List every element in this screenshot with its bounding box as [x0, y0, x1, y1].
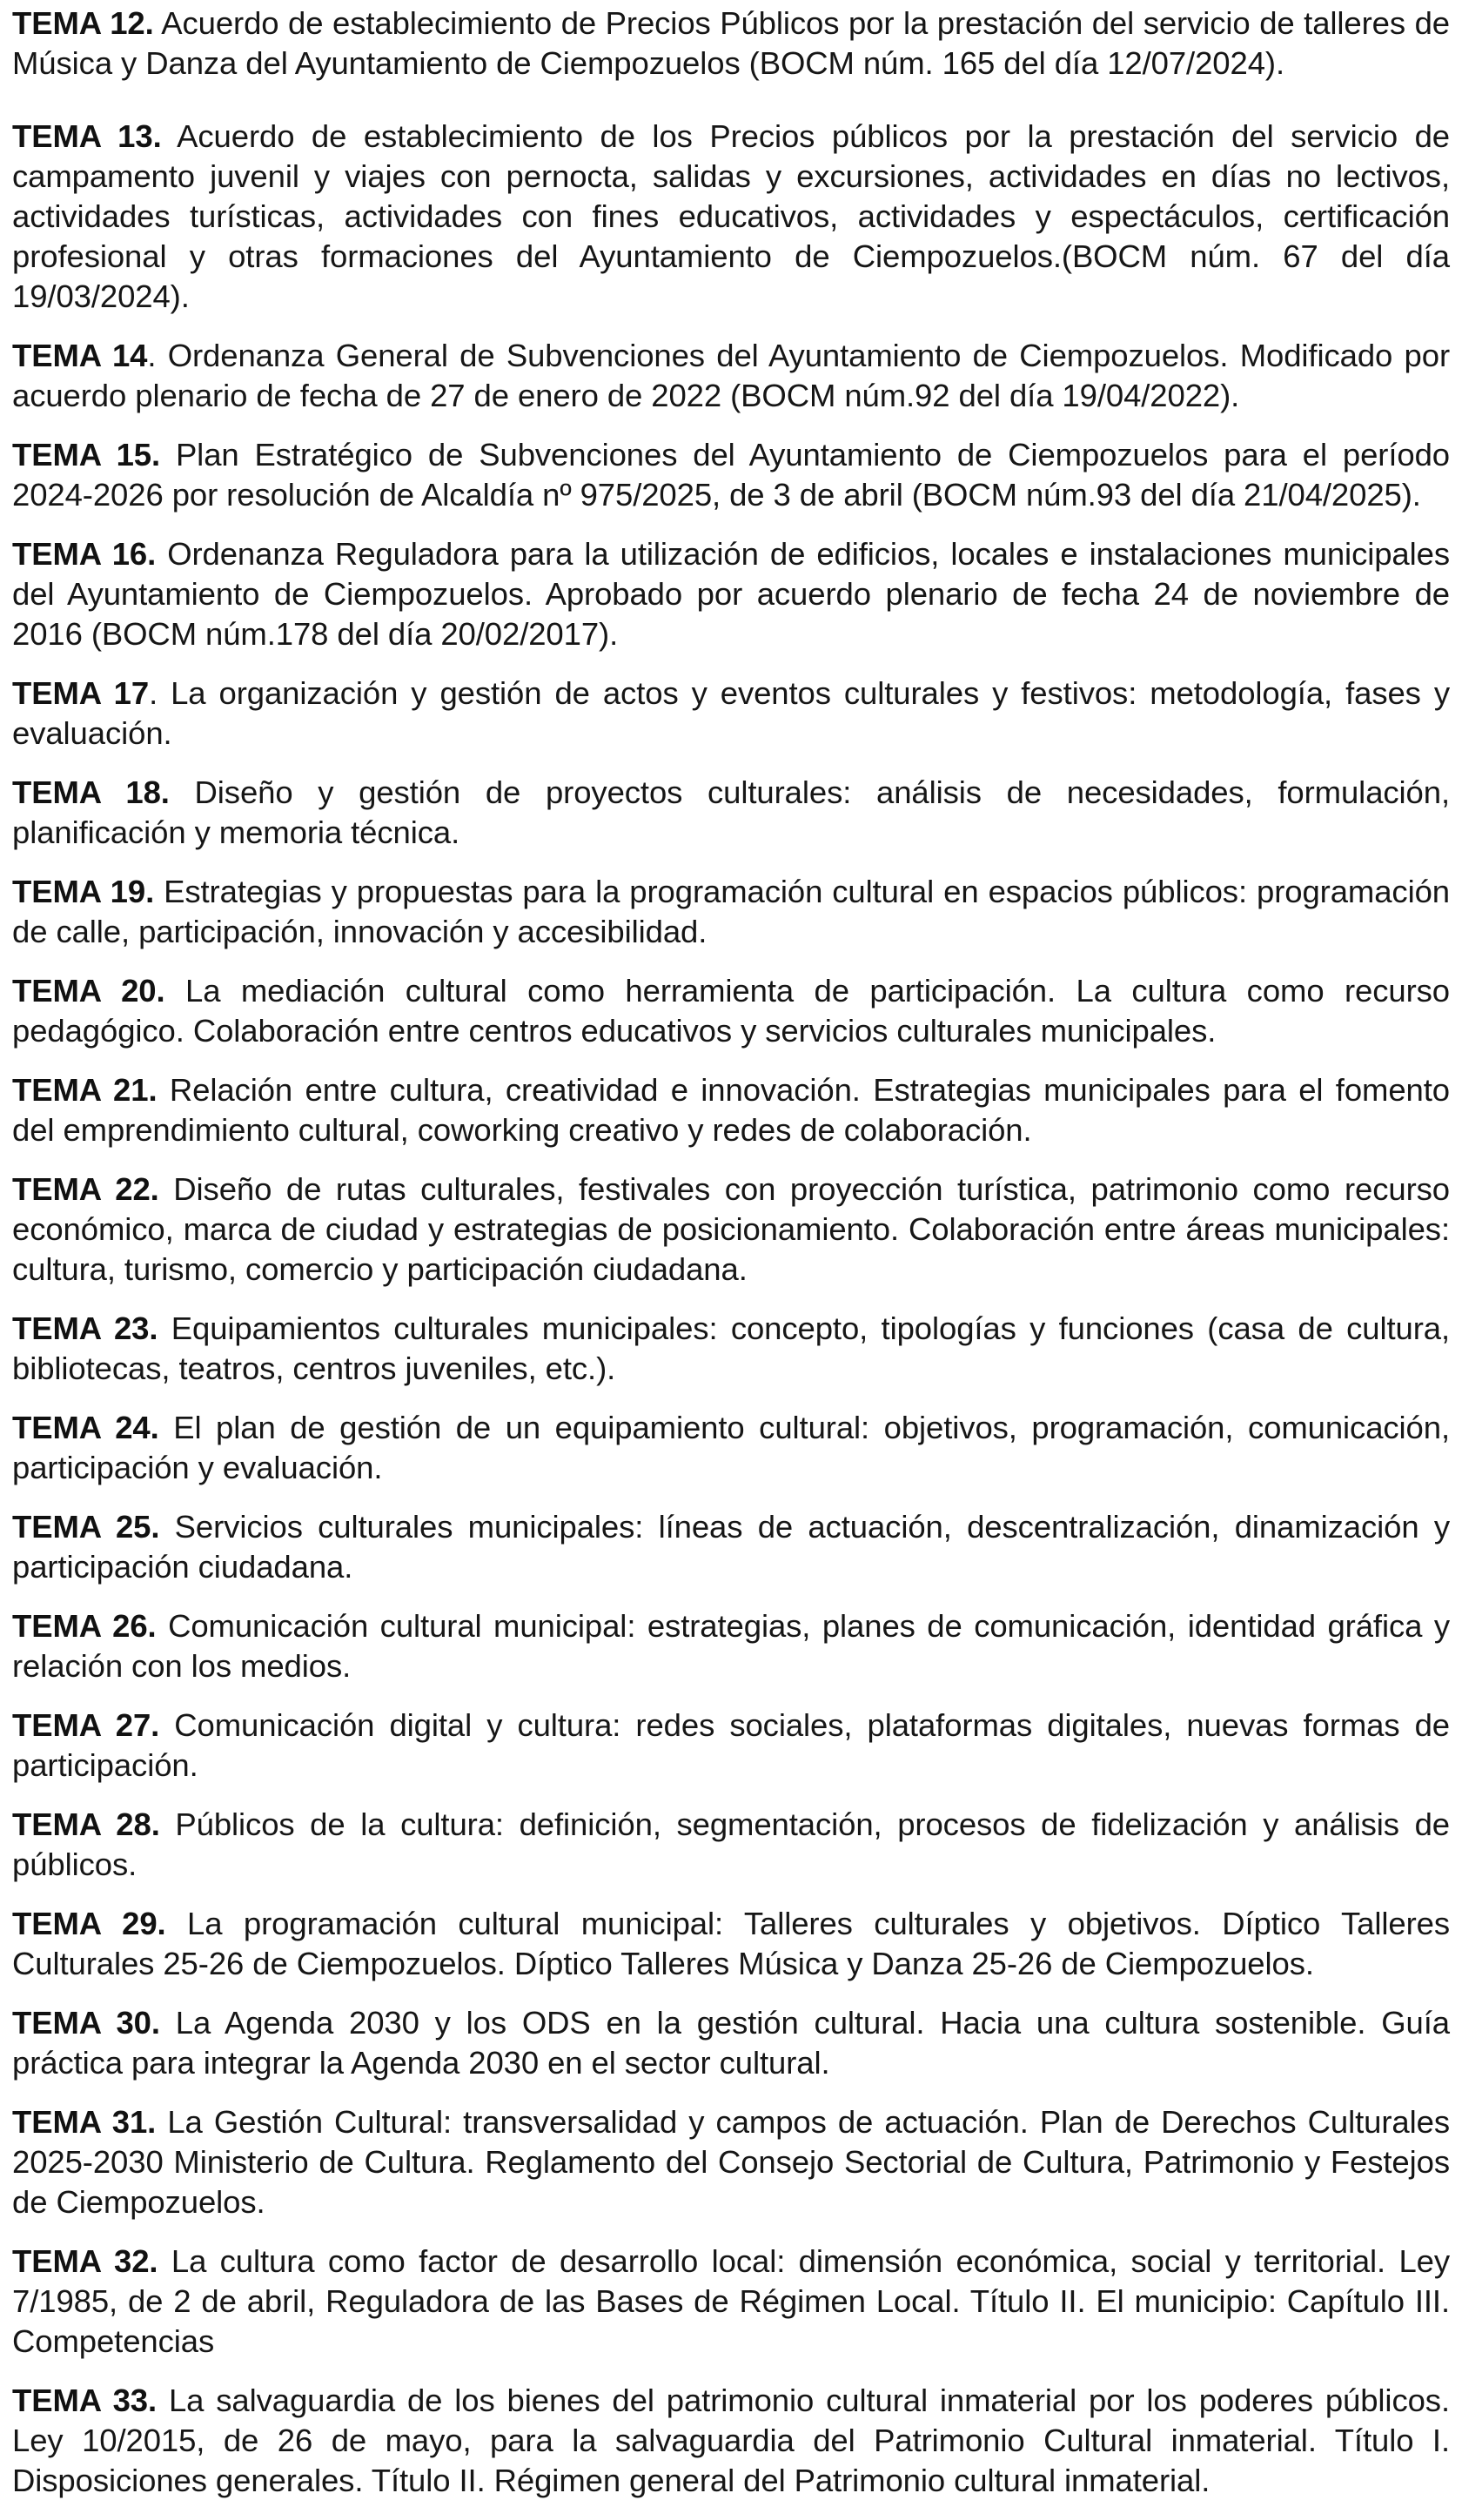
- tema-label: TEMA 26.: [12, 1608, 157, 1644]
- tema-text: . Ordenanza General de Subvenciones del Ayuntamiento de Ciempozuelos. Modificado por acuerdo plenario de fecha de 27 de enero de 2022 (BOCM núm.92 del día 19/04/2022).: [12, 338, 1450, 413]
- tema-label: TEMA 24.: [12, 1410, 159, 1445]
- tema-label: TEMA 14: [12, 338, 148, 373]
- tema-text: Acuerdo de establecimiento de Precios Públicos por la prestación del servicio de talleres de Música y Danza del Ayuntamiento de Ciempozuelos (BOCM núm. 165 del día 12/07/2024).: [12, 5, 1450, 81]
- tema-label: TEMA 12.: [12, 5, 154, 41]
- tema-label: TEMA 30.: [12, 2005, 160, 2041]
- tema-text: Acuerdo de establecimiento de los Precios públicos por la prestación del servicio de campamento juvenil y viajes con pernocta, salidas y excursiones, actividades en días no lectivos, actividades turísticas, actividades con fines educativos, actividades y espectáculos, certificación profesional y otras formaciones del Ayuntamiento de Ciempozuelos.(BOCM núm. 67 del día 19/03/2024).: [12, 118, 1450, 314]
- tema-text: Equipamientos culturales municipales: concepto, tipologías y funciones (casa de cultura, bibliotecas, teatros, centros juveniles, etc.).: [12, 1310, 1450, 1386]
- tema-text: Plan Estratégico de Subvenciones del Ayuntamiento de Ciempozuelos para el período 2024-2026 por resolución de Alcaldía nº 975/2025, de 3 de abril (BOCM núm.93 del día 21/04/2025).: [12, 437, 1450, 513]
- tema-14: [12, 336, 1450, 416]
- tema-32: [12, 2242, 1450, 2362]
- document-page: [12, 3, 1450, 2520]
- tema-30: [12, 2003, 1450, 2083]
- tema-label: TEMA 16.: [12, 536, 157, 572]
- tema-25: [12, 1507, 1450, 1587]
- tema-text: Servicios culturales municipales: líneas de actuación, descentralización, dinamización y participación ciudadana.: [12, 1509, 1450, 1585]
- tema-text: . La organización y gestión de actos y eventos culturales y festivos: metodología, fases y evaluación.: [12, 675, 1450, 751]
- tema-label: TEMA 22.: [12, 1171, 159, 1207]
- tema-26: [12, 1606, 1450, 1686]
- tema-12: [12, 3, 1450, 84]
- tema-text: El plan de gestión de un equipamiento cultural: objetivos, programación, comunicación, participación y evaluación.: [12, 1410, 1450, 1485]
- tema-text: La cultura como factor de desarrollo local: dimensión económica, social y territorial. Ley 7/1985, de 2 de abril, Reguladora de las Bases de Régimen Local. Título II. El municipio: Capítulo III. Competencias: [12, 2243, 1450, 2359]
- tema-33: [12, 2381, 1450, 2501]
- tema-label: TEMA 33.: [12, 2383, 158, 2418]
- tema-label: TEMA 15.: [12, 437, 161, 473]
- tema-24: [12, 1408, 1450, 1488]
- tema-text: La programación cultural municipal: Talleres culturales y objetivos. Díptico Talleres Culturales 25-26 de Ciempozuelos. Díptico Talleres Música y Danza 25-26 de Ciempozuelos.: [12, 1906, 1450, 1981]
- tema-label: TEMA 25.: [12, 1509, 160, 1545]
- tema-text: Estrategias y propuestas para la programación cultural en espacios públicos: programación de calle, participación, innovación y accesibilidad.: [12, 874, 1450, 949]
- tema-text: La Gestión Cultural: transversalidad y campos de actuación. Plan de Derechos Culturales 2025-2030 Ministerio de Cultura. Reglamento del Consejo Sectorial de Cultura, Patrimonio y Festejos de Ciempozuelos.: [12, 2104, 1450, 2220]
- tema-text: Comunicación cultural municipal: estrategias, planes de comunicación, identidad gráfica y relación con los medios.: [12, 1608, 1450, 1684]
- tema-18: [12, 773, 1450, 853]
- tema-21: [12, 1070, 1450, 1150]
- tema-23: [12, 1309, 1450, 1389]
- tema-text: La Agenda 2030 y los ODS en la gestión cultural. Hacia una cultura sostenible. Guía práctica para integrar la Agenda 2030 en el sector cultural.: [12, 2005, 1450, 2081]
- tema-label: TEMA 29.: [12, 1906, 166, 1941]
- tema-label: TEMA 13.: [12, 118, 162, 154]
- tema-text: La salvaguardia de los bienes del patrimonio cultural inmaterial por los poderes públicos. Ley 10/2015, de 26 de mayo, para la salvaguardia del Patrimonio Cultural inmaterial. Título I. Disposiciones generales. Título II. Régimen general del Patrimonio cultural inmaterial.: [12, 2383, 1450, 2498]
- tema-29: [12, 1904, 1450, 1984]
- tema-label: TEMA 21.: [12, 1072, 158, 1108]
- tema-text: Relación entre cultura, creatividad e innovación. Estrategias municipales para el fomento del emprendimiento cultural, coworking creativo y redes de colaboración.: [12, 1072, 1450, 1148]
- tema-text: Diseño y gestión de proyectos culturales: análisis de necesidades, formulación, planificación y memoria técnica.: [12, 774, 1450, 850]
- tema-label: TEMA 31.: [12, 2104, 157, 2140]
- tema-19: [12, 872, 1450, 952]
- tema-text: Diseño de rutas culturales, festivales con proyección turística, patrimonio como recurso económico, marca de ciudad y estrategias de posicionamiento. Colaboración entre áreas municipales: cultura, turismo, comercio y participación ciudadana.: [12, 1171, 1450, 1287]
- tema-label: TEMA 17: [12, 675, 150, 711]
- tema-16: [12, 534, 1450, 654]
- tema-17: [12, 674, 1450, 754]
- tema-text: Comunicación digital y cultura: redes sociales, plataformas digitales, nuevas formas de participación.: [12, 1707, 1450, 1783]
- tema-text: La mediación cultural como herramienta de participación. La cultura como recurso pedagógico. Colaboración entre centros educativos y servicios culturales municipales.: [12, 973, 1450, 1049]
- tema-label: TEMA 19.: [12, 874, 155, 909]
- tema-text: Ordenanza Reguladora para la utilización de edificios, locales e instalaciones municipales del Ayuntamiento de Ciempozuelos. Aprobado por acuerdo plenario de fecha 24 de noviembre de 2016 (BOCM núm.178 del día 20/02/2017).: [12, 536, 1450, 652]
- tema-27: [12, 1706, 1450, 1786]
- tema-label: TEMA 18.: [12, 774, 170, 810]
- tema-text: Públicos de la cultura: definición, segmentación, procesos de fidelización y análisis de públicos.: [12, 1806, 1450, 1882]
- tema-20: [12, 971, 1450, 1051]
- tema-15: [12, 435, 1450, 515]
- tema-label: TEMA 28.: [12, 1806, 160, 1842]
- tema-label: TEMA 23.: [12, 1310, 158, 1346]
- tema-label: TEMA 32.: [12, 2243, 158, 2279]
- tema-31: [12, 2102, 1450, 2222]
- tema-label: TEMA 20.: [12, 973, 165, 1009]
- tema-28: [12, 1805, 1450, 1885]
- tema-13: [12, 117, 1450, 317]
- tema-label: TEMA 27.: [12, 1707, 160, 1743]
- tema-22: [12, 1170, 1450, 1290]
